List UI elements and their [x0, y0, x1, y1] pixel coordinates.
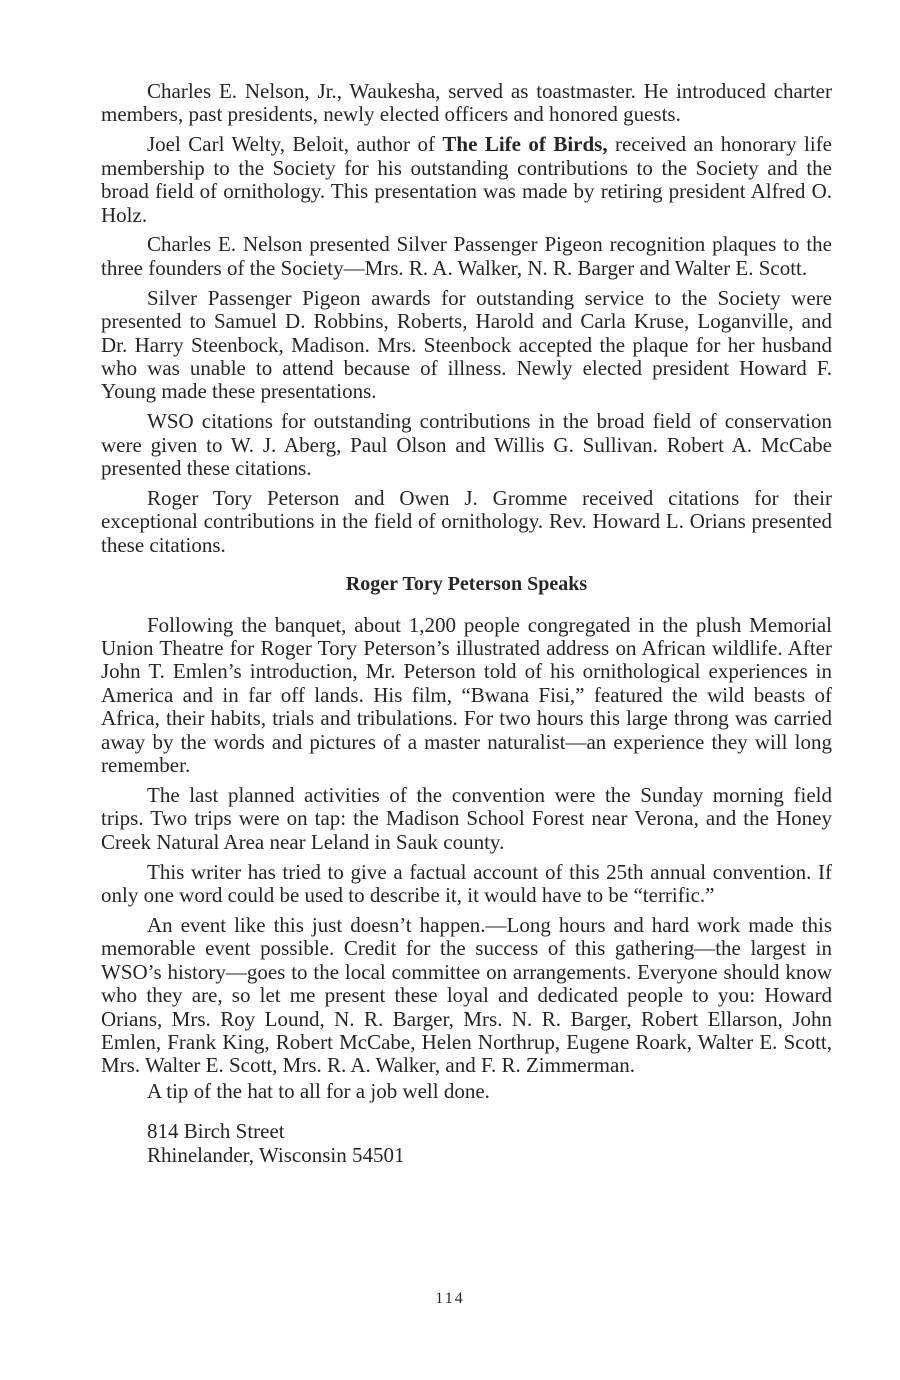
- paragraph-conservation-citations: WSO citations for outstanding contributions in the broad field of conservation were given to W. J. Aberg, Paul Olson and Willis G. Sullivan. Robert A. McCabe presented these citations.: [101, 409, 832, 481]
- paragraph-peterson-address: Following the banquet, about 1,200 people congregated in the plush Memorial Union Theatre for Roger Tory Peterson’s illustrated address on African wildlife. After John T. Emlen’s introduction, Mr. Peterson told of his ornithological experiences in America and in far off lands. His film, “Bwana Fisi,” featured the wild beasts of Africa, their habits, trials and tribulations. For two hours this large throng was carried away by the words and pictures of a master naturalist—an experience they will long remember.: [101, 612, 832, 778]
- author-address: [101, 1119, 832, 1167]
- document-body: [101, 80, 832, 1167]
- paragraph-ornithology-citations: Roger Tory Peterson and Owen J. Gromme received citations for their exceptional contributions in the field of ornithology. Rev. Howard L. Orians presented these citations.: [101, 486, 832, 557]
- address-street: 814 Birch Street: [147, 1119, 285, 1144]
- paragraph-welty-rest: received an honorary life membership to the Society for his outstanding contributions to the Society and the broad field of ornithology. This presentation was made by retiring president Alfred O. Holz.: [101, 132, 833, 227]
- paragraph-welty-honorary-membership: [101, 133, 832, 227]
- paragraph-closing: A tip of the hat to all for a job well done.: [147, 1078, 490, 1103]
- paragraph-founders-plaques: Charles E. Nelson presented Silver Passenger Pigeon recognition plaques to the three founders of the Society—Mrs. R. A. Walker, N. R. Barger and Walter E. Scott.: [101, 232, 832, 280]
- paragraph-factual-account: This writer has tried to give a factual account of this 25th annual convention. If only one word could be used to describe it, it would have to be “terrific.”: [101, 859, 832, 908]
- section-heading: Roger Tory Peterson Speaks: [345, 573, 588, 596]
- book-title: The Life of Birds,: [442, 132, 608, 157]
- paragraph-field-trips: The last planned activities of the convention were the Sunday morning field trips. Two trips were on tap: the Madison School Forest near Verona, and the Honey Creek Natural Area near Leland in Sauk county.: [101, 782, 832, 854]
- paragraph-toastmaster: Charles E. Nelson, Jr., Waukesha, served as toastmaster. He introduced charter members, past presidents, newly elected officers and honored guests.: [101, 79, 832, 127]
- address-city: Rhinelander, Wisconsin 54501: [147, 1143, 405, 1168]
- paragraph-silver-pigeon-awards: Silver Passenger Pigeon awards for outstanding service to the Society were presented to Samuel D. Robbins, Roberts, Harold and Carla Kruse, Loganville, and Dr. Harry Steenbock, Madison. Mrs. Steenbock accepted the plaque for her husband who was unable to attend because of illness. Newly elected president Howard F. Young made these presentations.: [101, 285, 832, 404]
- paragraph-committee-credits: An event like this just doesn’t happen.—Long hours and hard work made this memorable event possible. Credit for the success of this gathering—the largest in WSO’s history—goes to the local committee on arrangements. Everyone should know who they are, so let me present these loyal and dedicated people to you: Howard Orians, Mrs. Roy Lound, N. R. Barger, Mrs. N. R. Barger, Robert Ellarson, John Emlen, Frank King, Robert McCabe, Helen Northrup, Eugene Roark, Walter E. Scott, Mrs. Walter E. Scott, Mrs. R. A. Walker, and F. R. Zimmerman.: [101, 913, 832, 1078]
- page-number: 114: [435, 1290, 465, 1307]
- paragraph-welty-lead: Joel Carl Welty, Beloit, author of: [147, 132, 443, 157]
